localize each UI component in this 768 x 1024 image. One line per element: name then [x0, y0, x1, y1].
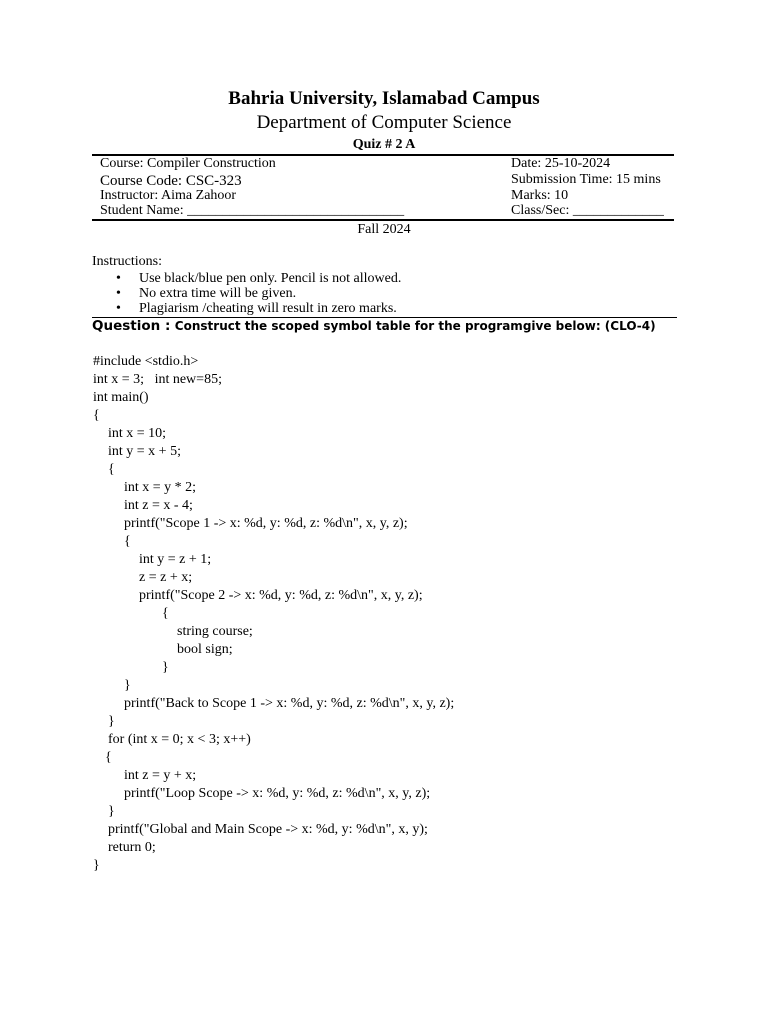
- code-line: bool sign;: [177, 642, 233, 657]
- code-line: {: [93, 408, 100, 423]
- instruction-item: Use black/blue pen only. Pencil is not allowed.: [139, 271, 402, 286]
- code-line: }: [93, 858, 100, 873]
- code-line: printf("Global and Main Scope -> x: %d, y: %d\n", x, y);: [108, 822, 428, 837]
- question-line: [92, 318, 656, 334]
- bullet-icon: •: [116, 301, 121, 316]
- instruction-item: Plagiarism /cheating will result in zero marks.: [139, 301, 397, 316]
- code-line: }: [124, 678, 131, 693]
- university-title: Bahria University, Islamabad Campus: [228, 88, 540, 109]
- code-line: z = z + x;: [139, 570, 193, 585]
- code-line: int x = y * 2;: [124, 480, 197, 495]
- code-line: {: [108, 462, 115, 477]
- quiz-title: Quiz # 2 A: [352, 137, 416, 152]
- code-line: int x = 3; int new=85;: [93, 372, 222, 387]
- instructor-name: Instructor: Aima Zahoor: [100, 188, 237, 203]
- code-line: }: [108, 714, 115, 729]
- code-line: string course;: [177, 624, 253, 639]
- student-name-field: Student Name: _______________________________: [100, 203, 405, 218]
- code-line: {: [105, 750, 112, 765]
- course-name: Course: Compiler Construction: [100, 156, 276, 171]
- instructions-title: Instructions:: [92, 254, 162, 269]
- bullet-icon: •: [116, 271, 121, 286]
- question-text: Construct the scoped symbol table for the programgive below: (CLO-4): [174, 319, 656, 333]
- code-line: }: [108, 804, 115, 819]
- code-line: }: [162, 660, 169, 675]
- marks: Marks: 10: [511, 188, 569, 203]
- submission-time: Submission Time: 15 mins: [511, 172, 661, 187]
- term: Fall 2024: [357, 222, 411, 237]
- bullet-icon: •: [116, 286, 121, 301]
- code-line: {: [124, 534, 131, 549]
- code-line: printf("Scope 1 -> x: %d, y: %d, z: %d\n", x, y, z);: [124, 516, 408, 531]
- code-line: int z = x - 4;: [124, 498, 193, 513]
- info-bottom-rule: [92, 219, 674, 221]
- code-line: printf("Loop Scope -> x: %d, y: %d, z: %d\n", x, y, z);: [124, 786, 431, 801]
- code-line: int x = 10;: [108, 426, 167, 441]
- department-title: Department of Computer Science: [256, 112, 512, 133]
- code-line: printf("Scope 2 -> x: %d, y: %d, z: %d\n", x, y, z);: [139, 588, 423, 603]
- instruction-item: No extra time will be given.: [139, 286, 297, 301]
- code-line: for (int x = 0; x < 3; x++): [108, 732, 251, 747]
- code-line: {: [162, 606, 169, 621]
- code-line: int y = z + 1;: [139, 552, 212, 567]
- code-line: #include <stdio.h>: [93, 354, 199, 369]
- code-line: int main(): [93, 390, 149, 405]
- code-line: int z = y + x;: [124, 768, 197, 783]
- code-line: printf("Back to Scope 1 -> x: %d, y: %d, z: %d\n", x, y, z);: [124, 696, 455, 711]
- question-label: Question :: [92, 318, 171, 334]
- code-line: int y = x + 5;: [108, 444, 181, 459]
- quiz-date: Date: 25-10-2024: [511, 156, 611, 171]
- course-code: Course Code: CSC-323: [100, 173, 242, 189]
- class-sec-field: Class/Sec: _____________: [511, 203, 664, 218]
- code-line: return 0;: [108, 840, 156, 855]
